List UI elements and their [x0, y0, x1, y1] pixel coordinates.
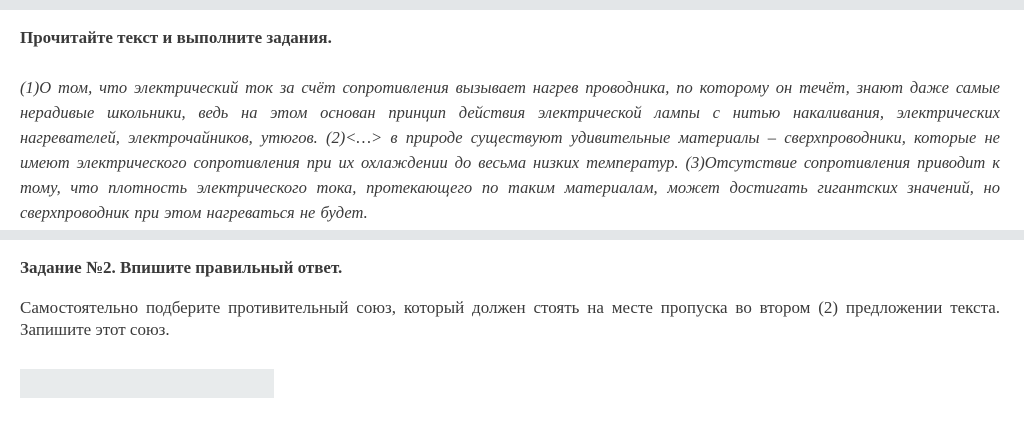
section-divider: [0, 230, 1024, 240]
task-section: [20, 258, 1000, 341]
reading-passage: (1)О том, что электрический ток за счёт сопротивления вызывает нагрев проводника, по которому он течёт, знают даже самые нерадивые школьники, ведь на этом основан принцип действия электрической лампы с нитью накаливания, электрических нагревателей, электрочайников, утюгов. (2)<…> в природе существуют удивительные материалы – сверхпроводники, которые не имеют электрического сопротивления при их охлаждении до весьма низких температур. (3)Отсутствие сопротивления приводит к тому, что плотность электрического тока, протекающего по таким материалам, может достигать гигантских значений, но сверхпроводник при этом нагреваться не будет.: [20, 78, 1000, 222]
reading-instruction: Прочитайте текст и выполните задания.: [20, 28, 332, 47]
answer-input[interactable]: [20, 369, 274, 398]
top-separator: [0, 0, 1024, 10]
reading-section: [20, 28, 1000, 225]
task-text: Самостоятельно подберите противительный союз, который должен стоять на месте пропуска во втором (2) предложении текста. Запишите этот союз.: [20, 298, 1000, 339]
task-title: Задание №2. Впишите правильный ответ.: [20, 258, 343, 277]
